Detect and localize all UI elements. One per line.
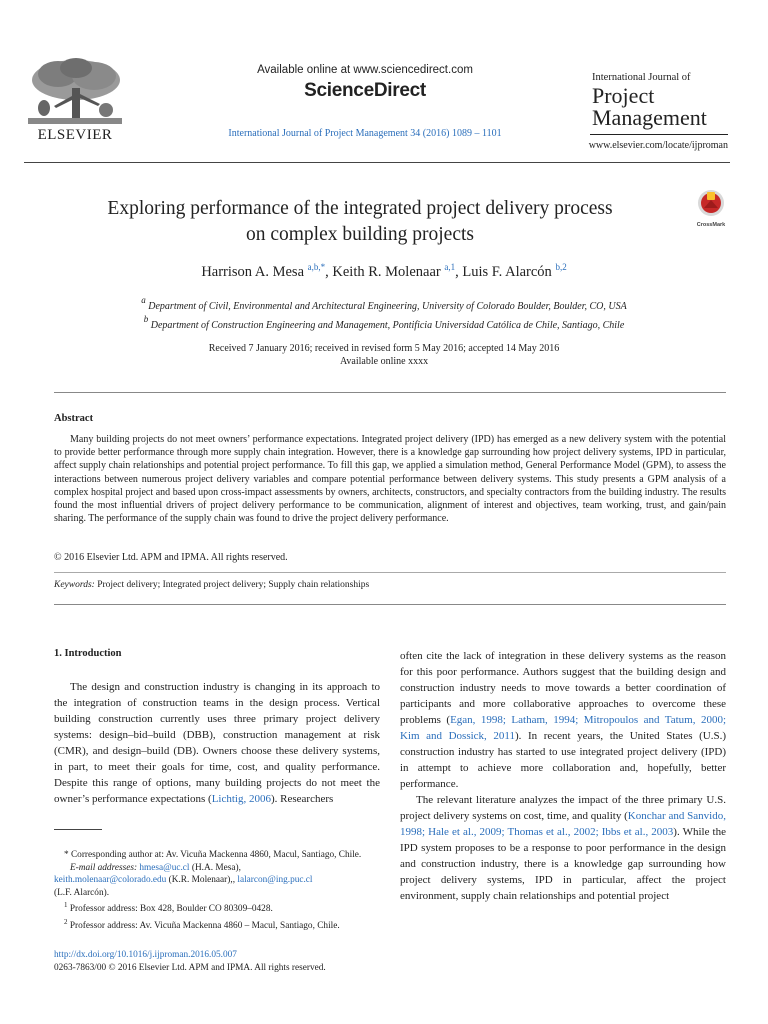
journal-name-line1: Project xyxy=(592,83,655,108)
author-name: Harrison A. Mesa xyxy=(201,264,305,280)
footer xyxy=(54,949,326,974)
abstract-heading: Abstract xyxy=(54,413,94,424)
paper-title xyxy=(40,196,680,248)
email-link[interactable]: hmesa@uc.cl xyxy=(139,862,190,873)
email-label: E-mail addresses: xyxy=(70,862,138,873)
affiliations xyxy=(40,294,728,332)
elsevier-tree-logo xyxy=(24,56,126,126)
keywords-rule xyxy=(54,572,726,573)
available-online-text: Available online at www.sciencedirect.com xyxy=(257,64,473,76)
author-name: Keith R. Molenaar xyxy=(332,264,441,280)
abstract-body: Many building projects do not meet owners’ performance expectations. Integrated project delivery (IPD) has emerged as a new delivery system with the potential to provide better performance through more supply chain integration. However, there is a knowledge gap surrounding how project delivery systems, IPD in particular, affect supply chain relationships and potential project performance. To fill this gap, we applied a simulation method, General Performance Model (GPM), to assess the interactions between numerous project delivery variables and compare potential performance between delivery systems. This study presents a GPM analysis of a complex hospital project and based upon cross-impact assessments by owners, architects, constructors, and specialty contractors from the building industry. The results found the most influential drivers of project delivery performance to be communication, alignment of interest and objectives, team working, trust, and gain/pain sharing. The performance of the supply chain was found to drive the project delivery performance. xyxy=(54,434,726,525)
journal-url[interactable]: www.elsevier.com/locate/ijproman xyxy=(588,140,728,151)
affiliation-b: $^b$ Department of Construction Engineering and Management, Pontificia Universidad Católica de Chile, Santiago, Chile xyxy=(143,314,625,331)
author-sup[interactable]: a,b,* xyxy=(307,262,326,272)
footnote-2: Professor address: Av. Vicuña Mackenna 4860 – Macul, Santiago, Chile. xyxy=(69,920,340,931)
paragraph: often cite the lack of integration in these delivery systems as the reason for this poor performance. Authors suggest that the building design and construction industry needs to move towards a better coordination of participants and more collaborative approaches to overcome these problems (Egan, 1998; Latham, 1994; Mitropoulos and Tatum, 2000; Kim and Dossick, 2011). In recent years, the United States (U.S.) construction industry has started to use integrated project delivery (IPD) in attempt to achieve more collaboration and, hopefully, better performance. xyxy=(400,650,726,790)
publisher-name: ELSEVIER xyxy=(37,127,113,143)
keywords-label: Keywords: xyxy=(54,580,95,590)
author-name: Luis F. Alarcón xyxy=(462,264,552,280)
author-sup[interactable]: b,2 xyxy=(555,262,567,272)
author-sup[interactable]: a,1 xyxy=(444,262,456,272)
journal-reference-link[interactable]: International Journal of Project Management 34 (2016) 1089 – 1101 xyxy=(228,128,502,139)
body-top-rule xyxy=(54,604,726,605)
received-dates: Received 7 January 2016; received in revised form 5 May 2016; accepted 14 May 2016 xyxy=(208,343,560,354)
intro-right-column xyxy=(400,648,726,904)
email-link[interactable]: lalarcon@ing.puc.cl xyxy=(237,875,313,885)
citation-link[interactable]: Lichtig, 2006 xyxy=(211,793,271,805)
keywords xyxy=(54,580,369,590)
journal-name-line2: Management xyxy=(592,105,707,130)
citation-link[interactable]: Egan, 1998; Latham, 1994; Mitropoulos and Tatum, 2000; Kim and Dossick, 2011 xyxy=(400,714,726,742)
crossmark-icon[interactable] xyxy=(694,188,728,224)
abstract-top-rule xyxy=(54,392,726,393)
doi-link[interactable]: http://dx.doi.org/10.1016/j.ijproman.2016.05.007 xyxy=(54,950,237,960)
available-online-date: Available online xxxx xyxy=(339,355,429,367)
dates xyxy=(40,343,728,368)
corresponding-author-note: Corresponding author at: Av. Vicuña Mackenna 4860, Macul, Santiago, Chile. xyxy=(70,850,362,860)
top-divider xyxy=(24,162,730,163)
header-rule xyxy=(590,134,728,135)
sciencedirect-logo-text: ScienceDirect xyxy=(304,80,426,101)
paragraph: The relevant literature analyzes the impact of the three primary U.S. project delivery systems on cost, time, and quality (Konchar and Sanvido, 1998; Hale et al., 2009; Thomas et al., 2002; Ibbs et al., 2003). While the IPD system proposes to be a response to poor performance in the design and construction industry, there is a knowledge gap surrounding how project delivery systems, IPD in particular, affect the project environment, supply chain relationships and potential project xyxy=(400,794,727,902)
keywords-text: Project delivery; Integrated project delivery; Supply chain relationships xyxy=(97,580,370,590)
abstract-copyright: © 2016 Elsevier Ltd. APM and IPMA. All rights reserved. xyxy=(54,552,288,563)
paper-title-line1: Exploring performance of the integrated project delivery process xyxy=(107,198,613,219)
footnote-rule xyxy=(54,829,102,830)
affiliation-a: $^a$ Department of Civil, Environmental and Architectural Engineering, University of Colorado Boulder, Boulder, CO, USA xyxy=(141,295,627,312)
footnote-1: Professor address: Box 428, Boulder CO 80309–0428. xyxy=(69,904,273,914)
issn-line: 0263-7863/00 © 2016 Elsevier Ltd. APM and IPMA. All rights reserved. xyxy=(54,962,326,973)
intro-left-column: The design and construction industry is changing in its approach to the integration of construction teams in the design process. Vertical building construction currently uses three primary project delivery systems: design–bid–build (DBB), construction management at risk (CMR), and design–build (DB). Owners choose these delivery systems, in part, to meet their goals for time, cost, and quality performance. Despite this range of options, many building projects do not meet the owner’s performance expectations (Lichtig, 2006). Researchers xyxy=(54,681,380,805)
email-link[interactable]: keith.molenaar@colorado.edu xyxy=(54,875,167,885)
citation-link[interactable]: Konchar and Sanvido, 1998; Hale et al., 2009; Thomas et al., 2002; Ibbs et al., 2003 xyxy=(400,810,726,838)
paper-title-line2: on complex building projects xyxy=(245,224,474,245)
section-heading: 1. Introduction xyxy=(54,648,122,659)
footnotes: * Corresponding author at: Av. Vicuña Mackenna 4860, Macul, Santiago, Chile. E-mail addresses: hmesa@uc.cl (H.A. Mesa), keith.molenaar@colorado.edu (K.R. Molenaar),, lalarcon@ing.puc.cl (L.F. Alarcón). $^1$ Professor address: Box 428, Boulder CO 80309–0428. $^2$ Professor address: Av. Vicuña Mackenna 4860 – Macul, Santiago, Chile. xyxy=(54,850,362,931)
author-list: Harrison A. Mesa $^{a,b,*}$, Keith R. Molenaar $^{a,1}$, Luis F. Alarcón $^{b,2}$ xyxy=(201,262,567,280)
crossmark-label: CrossMark xyxy=(696,222,726,228)
journal-name-prefix: International Journal of xyxy=(592,72,691,83)
